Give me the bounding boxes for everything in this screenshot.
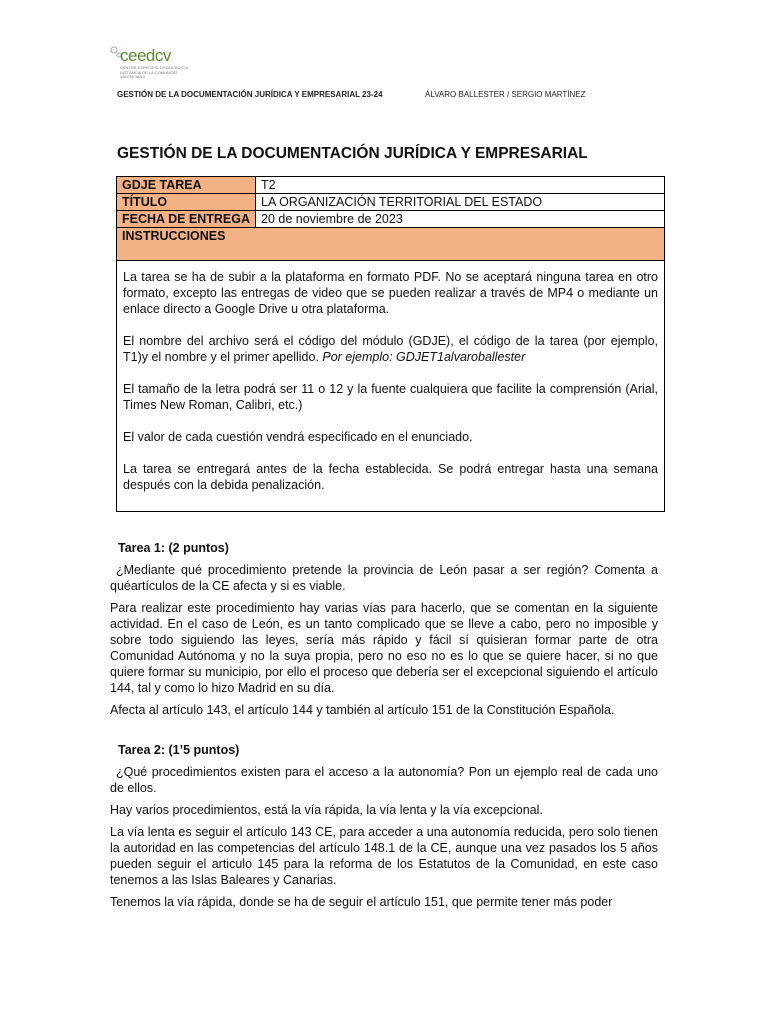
task-answer: Tenemos la vía rápida, donde se ha de seguir el artículo 151, que permite tener más poder [110,895,613,909]
instruction-text: El nombre del archivo será el código del módulo (GDJE), el código de la tarea (por ejemplo, T1)y el nombre y el primer apellido. [123,334,658,364]
task-question: ¿Mediante qué procedimiento pretende la provincia de León pasar a ser región? Comenta a quéartículos de la CE afecta y si es viable. [110,563,658,593]
row-value: T2 [256,177,665,194]
table-row [117,261,665,512]
instruction-paragraph: La tarea se entregará antes de la fecha establecida. Se podrá entregar hasta una semana después con la debida penalización. [123,462,658,492]
logo-wordmark: ceedcv [120,46,171,65]
logo-subtitle: CENTRE ESPECÍFIC D'EDUCACIÓ A DISTÀNCIA DE LA COMUNITAT VALENCIANA [120,65,188,79]
row-value: LA ORGANIZACIÓN TERRITORIAL DEL ESTADO [256,194,665,211]
task-answer: Afecta al artículo 143, el artículo 144 y también al artículo 151 de la Constitución Española. [110,703,615,717]
table-row [117,211,665,228]
instruction-paragraph: La tarea se ha de subir a la plataforma en formato PDF. No se aceptará ninguna tarea en otro formato, excepto las entregas de video que se pueden realizar a través de MP4 o mediante un enlace directo a Google Drive u otra plataforma. [123,270,658,316]
task-info-table [116,176,665,512]
running-header-authors: ÁLVARO BALLESTER / SERGIO MARTÍNEZ [425,90,586,99]
running-header [117,90,657,99]
table-row [117,177,665,194]
task-heading: Tarea 2: (1’5 puntos) [118,743,240,757]
instruction-paragraph [123,333,658,365]
row-label: FECHA DE ENTREGA [117,211,256,228]
task-answer: Hay varios procedimientos, está la vía rápida, la vía lenta y la vía excepcional. [110,803,543,817]
page-title: GESTIÓN DE LA DOCUMENTACIÓN JURÍDICA Y EMPRESARIAL [117,145,588,162]
task-heading: Tarea 1: (2 puntos) [118,541,229,555]
row-label: TÍTULO [117,194,256,211]
tasks-content [110,540,658,916]
table-row [117,194,665,211]
instructions-header: INSTRUCCIONES [117,228,665,261]
instruction-example: Por ejemplo: GDJET1alvaroballester [322,350,526,364]
running-header-course: GESTIÓN DE LA DOCUMENTACIÓN JURÍDICA Y EMPRESARIAL 23-24 [117,90,383,99]
task-answer: La vía lenta es seguir el artículo 143 CE, para acceder a una autonomía reducida, pero solo tienen la autoridad en las competencias del artículo 148.1 de la CE, aunque una vez pasados los 5 años pueden seguir el articulo 145 para la reforma de los Estatutos de la Comunidad, en este caso tenemos a las Islas Baleares y Canarias. [110,825,658,887]
table-row [117,228,665,261]
row-label: GDJE TAREA [117,177,256,194]
instruction-paragraph: El valor de cada cuestión vendrá especificado en el enunciado. [123,430,473,444]
row-value: 20 de noviembre de 2023 [256,211,665,228]
task-answer: Para realizar este procedimiento hay varias vías para hacerlo, que se comentan en la siguiente actividad. En el caso de León, es un tanto complicado que se lleve a cabo, pero no imposible y sobre todo siguiendo las leyes, sería más rápido y fácil sí quisieran formar parte de otra Comunidad Autónoma y no la suya propia, pero no eso no es lo que se quiere hacer, si no que quiere formar su municipio, por ello el proceso que debería ser el excepcional siguiendo el artículo 144, tal y como lo hizo Madrid en su día. [110,601,658,695]
instruction-paragraph: El tamaño de la letra podrá ser 11 o 12 y la fuente cualquiera que facilite la comprensión (Arial, Times New Roman, Calibri, etc.) [123,382,658,412]
instructions-body [117,261,665,512]
task-question: ¿Qué procedimientos existen para el acceso a la autonomía? Pon un ejemplo real de cada uno de ellos. [110,765,658,795]
